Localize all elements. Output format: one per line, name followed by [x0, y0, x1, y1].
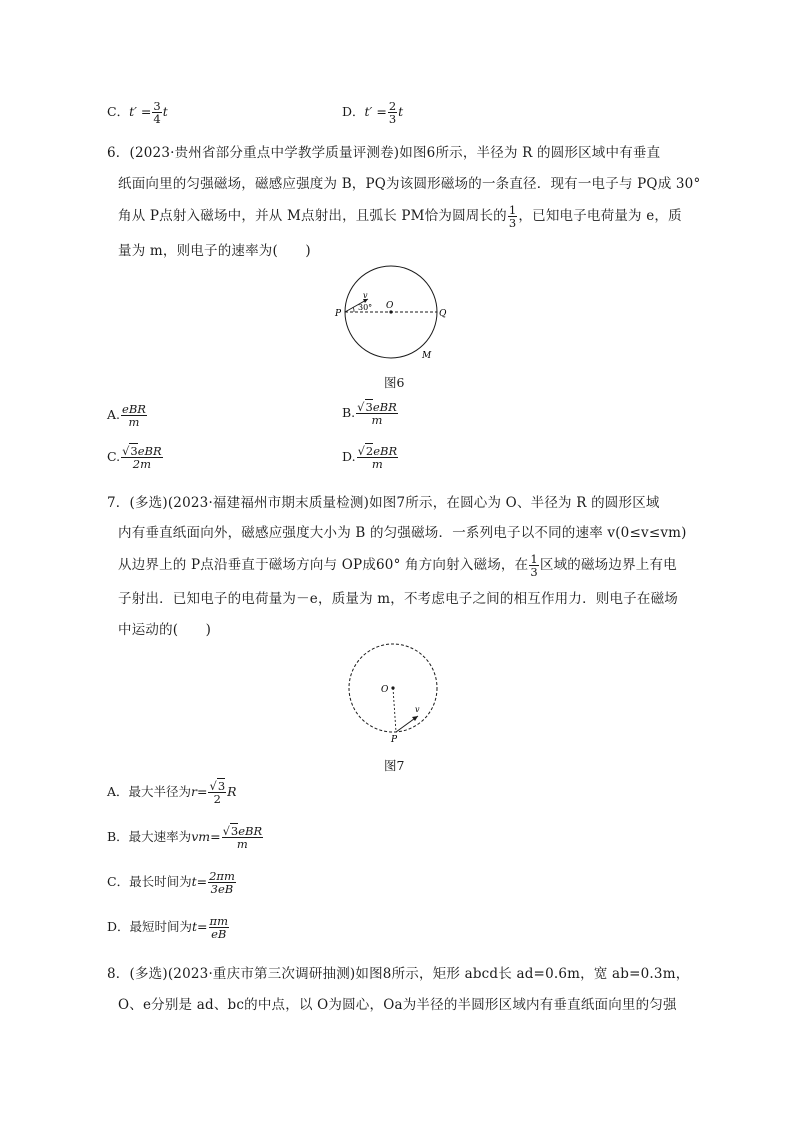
q8-line-2: O、e分别是 ad、bc的中点，以 O为圆心，Oa为半径的半圆形区域内有垂直纸面向里的匀强	[118, 997, 677, 1013]
denominator: m	[128, 415, 140, 430]
fraction	[152, 100, 161, 125]
numerator: 3	[153, 99, 161, 113]
numerator: eBR	[122, 402, 146, 416]
denominator: eB	[211, 927, 227, 942]
center-dot	[391, 686, 394, 689]
option-tail: R	[227, 784, 237, 800]
q6-line-2: 纸面向里的匀强磁场，磁感应强度为 B，PQ为该圆形磁场的一条直径．现有一电子与 PQ成 30°	[118, 176, 701, 192]
radicand: 2	[365, 444, 374, 458]
q7-line-5: 中运动的( )	[118, 622, 212, 638]
q8-line-1: 8．(多选)(2023·重庆市第三次调研抽测)如图8所示，矩形 abcd长 ad=0.6m，宽 ab=0.3m，	[107, 966, 690, 982]
denominator: m	[371, 413, 383, 428]
q6-option-c	[107, 445, 164, 470]
radicand: 3	[230, 824, 239, 838]
fraction	[356, 401, 398, 426]
q7-option-b	[107, 825, 264, 850]
fraction	[208, 780, 226, 805]
radicand: 3	[130, 444, 138, 458]
option-lhs: t=	[191, 874, 208, 890]
label-o: O	[381, 685, 389, 695]
label-o: O	[386, 301, 394, 311]
q7-line-3	[118, 553, 677, 578]
figure-7-caption: 图7	[384, 758, 405, 773]
denominator: m	[371, 457, 383, 472]
q6-option-d	[342, 445, 399, 470]
numerator: 1	[530, 552, 538, 566]
numerator: 2	[388, 99, 397, 113]
numerator: eBR	[372, 400, 397, 414]
radicand: 3	[365, 400, 373, 414]
fraction	[357, 445, 399, 470]
label-v: v	[415, 705, 420, 714]
denominator: 3	[530, 565, 538, 580]
q7-option-d	[107, 915, 230, 940]
denominator: m	[236, 837, 248, 852]
option-lhs: t=	[192, 919, 208, 935]
label-q: Q	[439, 309, 447, 319]
q5-option-c	[107, 100, 168, 125]
denominator: 3	[508, 216, 517, 231]
denominator: 3	[388, 112, 397, 127]
fraction	[388, 100, 397, 125]
option-label: C．最长时间为	[107, 874, 192, 890]
option-label: B.	[342, 405, 356, 421]
numerator: eBR	[238, 824, 263, 838]
option-label: D．	[342, 104, 365, 120]
fraction	[222, 825, 264, 850]
figure-6	[330, 262, 460, 362]
option-label: D.	[342, 449, 356, 465]
option-var: t	[162, 104, 168, 120]
denominator: 2	[213, 792, 221, 807]
sqrt-sign: √	[222, 824, 230, 838]
option-lhs: r=	[191, 784, 208, 800]
text-part: 角从 P点射入磁场中，并从 M点射出，且弧长 PM恰为圆周长的	[118, 208, 507, 225]
q7-line-4: 子射出．已知电子的电荷量为－e，质量为 m，不考虑电子之间的相互作用力．则电子在磁场	[118, 591, 678, 607]
fraction	[529, 553, 539, 578]
q7-option-a	[107, 780, 237, 805]
option-label: C．	[107, 104, 130, 120]
option-label: C.	[107, 449, 121, 465]
sqrt-sign: √	[357, 400, 365, 414]
numerator: eBR	[137, 444, 162, 458]
option-lhs: vm=	[191, 829, 221, 845]
option-label: A.	[107, 407, 121, 423]
label-p: P	[391, 735, 398, 745]
numerator: πm	[209, 914, 228, 928]
radius-op	[393, 688, 396, 732]
option-label: D．最短时间为	[107, 919, 193, 935]
label-angle: 30°	[358, 303, 373, 312]
q6-line-3	[118, 204, 682, 229]
sqrt-sign: √	[209, 779, 217, 793]
fraction	[209, 915, 229, 940]
denominator: 3eB	[210, 882, 234, 897]
option-label: B．最大速率为	[107, 829, 192, 845]
q6-line-4: 量为 m，则电子的速率为( )	[118, 243, 311, 259]
q6-line-1: 6．(2023·贵州省部分重点中学教学质量评测卷)如图6所示，半径为 R 的圆形区域中有垂直	[107, 145, 661, 161]
text-part: 区域的磁场边界上有电	[539, 557, 677, 574]
option-lhs: t′ =	[129, 104, 152, 120]
option-label: A．最大半径为	[107, 784, 192, 800]
denominator: 4	[153, 112, 161, 127]
fraction	[121, 403, 147, 428]
q7-option-c	[107, 870, 237, 895]
angle-arc	[353, 307, 354, 312]
denominator: 2m	[132, 457, 151, 472]
q6-option-b	[342, 401, 399, 426]
q7-line-2: 内有垂直纸面向外，磁感应强度大小为 B 的匀强磁场．一系列电子以不同的速率 v(0≤v≤vm)	[118, 525, 687, 541]
label-p: P	[335, 309, 342, 319]
fraction	[121, 445, 163, 470]
sqrt-sign: √	[122, 444, 130, 458]
sqrt-sign: √	[357, 444, 365, 458]
option-lhs: t′ =	[364, 104, 387, 120]
radicand: 3	[217, 779, 226, 793]
figure-7	[340, 640, 450, 750]
text-part: 从边界上的 P点沿垂直于磁场方向与 OP成60° 角方向射入磁场，在	[118, 557, 529, 574]
numerator: 1	[508, 203, 517, 217]
figure-6-caption: 图6	[384, 375, 405, 390]
fraction	[208, 870, 236, 895]
q5-option-d	[342, 100, 403, 125]
text-part: ，已知电子电荷量为 e，质	[518, 208, 682, 225]
label-v: v	[363, 291, 368, 300]
numerator: eBR	[373, 444, 398, 458]
option-var: t	[398, 104, 404, 120]
label-m: M	[422, 351, 432, 361]
q7-line-1: 7．(多选)(2023·福建福州市期末质量检测)如图7所示，在圆心为 O、半径为 R 的圆形区域	[107, 495, 660, 511]
fraction	[508, 204, 518, 229]
q6-option-a	[107, 403, 148, 428]
numerator: 2πm	[209, 869, 235, 883]
